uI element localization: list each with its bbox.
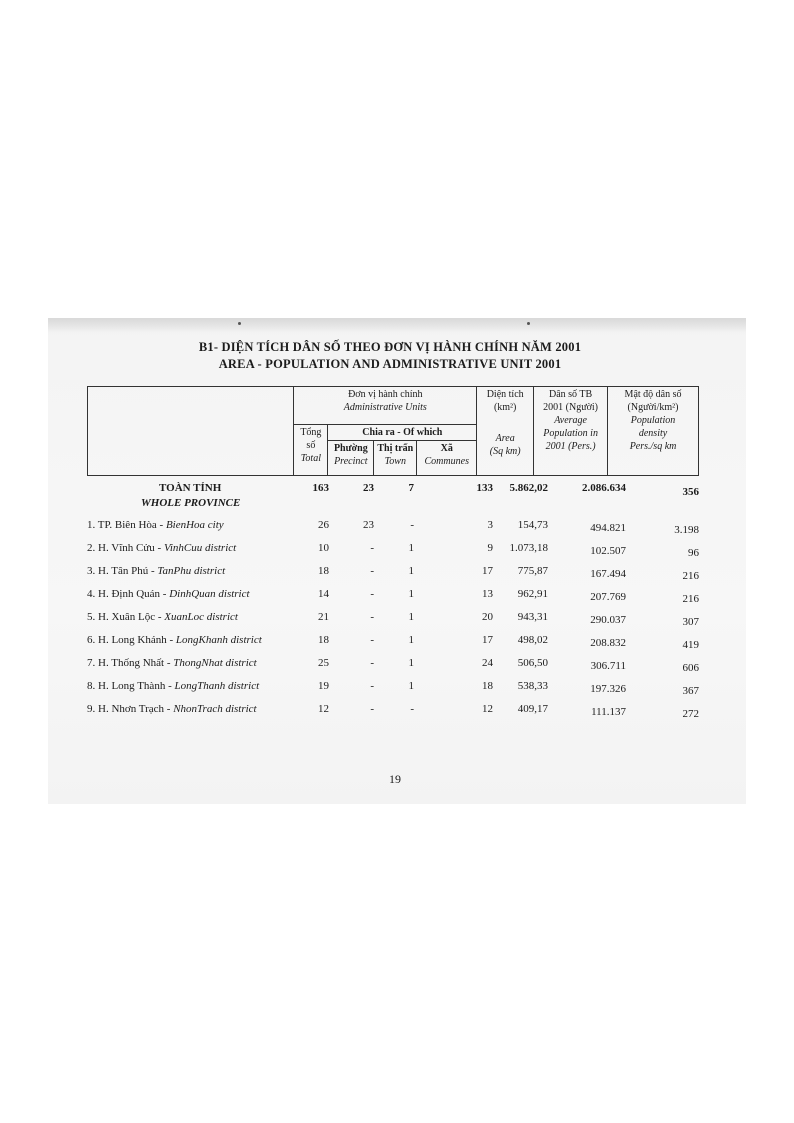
cell-total: 18 — [318, 634, 329, 646]
table-header — [87, 386, 699, 476]
cell-precinct: - — [370, 657, 374, 669]
cell-area: 506,50 — [517, 657, 548, 669]
total-row-english — [87, 497, 699, 515]
cell-total: 14 — [318, 588, 329, 600]
cell-density: 3.198 — [674, 524, 699, 536]
row-name-vi: 8. H. Long Thành - — [87, 680, 175, 692]
row-name-en: LongKhanh district — [175, 634, 262, 646]
row-name-en: LongThanh district — [174, 680, 260, 692]
cell-population: 102.507 — [590, 545, 626, 557]
cell-total: 10 — [318, 542, 329, 554]
table-row — [87, 703, 699, 721]
cell-town: 1 — [408, 680, 414, 692]
row-name-en: BienHoa city — [165, 519, 224, 531]
row-name — [87, 703, 257, 715]
header-communes — [417, 441, 477, 476]
header-density-en-1: Population — [630, 415, 676, 426]
header-area-vi: Diện tích — [486, 389, 524, 400]
cell-area: 943,31 — [517, 611, 548, 623]
row-name-vi: 5. H. Xuân Lộc - — [87, 611, 165, 623]
cell-precinct: - — [370, 542, 374, 554]
row-name-vi: 6. H. Long Khánh - — [87, 634, 176, 646]
header-population — [534, 387, 608, 476]
total-row-population: 2.086.634 — [582, 482, 626, 494]
title-english: AREA - POPULATION AND ADMINISTRATIVE UNIT 2001 — [218, 357, 562, 371]
cell-population: 290.037 — [590, 614, 626, 626]
header-population-en-2: Population in — [543, 428, 598, 439]
header-population-vi-unit: 2001 (Người) — [543, 402, 599, 413]
header-total-vi-2: số — [306, 440, 316, 451]
header-of-which: Chia ra - Of which — [328, 425, 477, 441]
header-communes-en: Communes — [424, 456, 469, 467]
total-row-communes: 133 — [476, 482, 493, 494]
header-density-vi-unit: (Người/km²) — [627, 402, 679, 413]
header-density-en-2: density — [638, 428, 668, 439]
cell-population: 208.832 — [590, 637, 626, 649]
row-name-en: VinhCuu district — [163, 542, 237, 554]
cell-population: 167.494 — [590, 568, 626, 580]
cell-town: - — [410, 703, 414, 715]
cell-density: 606 — [682, 662, 699, 674]
header-town — [374, 441, 417, 476]
table-row — [87, 519, 699, 537]
row-name — [87, 680, 259, 692]
header-population-en-1: Average — [554, 415, 587, 426]
row-name-en: XuanLoc district — [164, 611, 238, 623]
cell-communes: 9 — [487, 542, 493, 554]
header-area-en: Area — [495, 433, 515, 444]
page-number: 19 — [389, 772, 401, 786]
cell-precinct: 23 — [363, 519, 374, 531]
row-name-vi: 7. H. Thống Nhất - — [87, 657, 174, 669]
header-admin-units-en: Administrative Units — [343, 402, 427, 413]
table-row — [87, 542, 699, 560]
row-name — [87, 611, 238, 623]
table-row — [87, 565, 699, 583]
row-name — [87, 519, 224, 531]
cell-precinct: - — [370, 703, 374, 715]
table-row — [87, 680, 699, 698]
total-row-area: 5.862,02 — [509, 482, 548, 494]
row-name-vi: 9. H. Nhơn Trạch - — [87, 703, 174, 715]
row-name-en: DinhQuan district — [169, 588, 250, 600]
row-name — [87, 565, 225, 577]
header-communes-vi: Xã — [440, 443, 453, 454]
row-name — [87, 542, 236, 554]
cell-town: 1 — [408, 611, 414, 623]
total-row-name-en: WHOLE PROVINCE — [141, 497, 241, 509]
header-area — [477, 387, 534, 476]
cell-population: 197.326 — [590, 683, 626, 695]
header-precinct — [328, 441, 374, 476]
header-area-en-unit: (Sq km) — [489, 446, 521, 457]
total-row-precinct: 23 — [363, 482, 374, 494]
cell-area: 154,73 — [517, 519, 548, 531]
cell-density: 307 — [682, 616, 699, 628]
cell-communes: 17 — [482, 634, 493, 646]
row-name-vi: 2. H. Vĩnh Cửu - — [87, 542, 164, 554]
cell-total: 26 — [318, 519, 329, 531]
header-density-en-3: Pers./sq km — [629, 441, 677, 452]
cell-area: 1.073,18 — [509, 542, 548, 554]
cell-area: 962,91 — [517, 588, 548, 600]
cell-communes: 17 — [482, 565, 493, 577]
cell-total: 18 — [318, 565, 329, 577]
table-row — [87, 611, 699, 629]
cell-density: 96 — [688, 547, 699, 559]
scan-speck — [527, 322, 530, 325]
cell-communes: 12 — [482, 703, 493, 715]
row-name-en: NhonTrach district — [173, 703, 257, 715]
row-name-en: ThongNhat district — [173, 657, 257, 669]
row-name-vi: 4. H. Định Quán - — [87, 588, 170, 600]
cell-population: 494.821 — [590, 522, 626, 534]
cell-density: 419 — [682, 639, 699, 651]
cell-total: 25 — [318, 657, 329, 669]
cell-total: 19 — [318, 680, 329, 692]
cell-total: 12 — [318, 703, 329, 715]
header-population-en-3: 2001 (Pers.) — [545, 441, 596, 452]
cell-population: 207.769 — [590, 591, 626, 603]
cell-precinct: - — [370, 611, 374, 623]
header-town-en: Town — [384, 456, 406, 467]
header-precinct-en: Precinct — [334, 456, 368, 467]
cell-precinct: - — [370, 634, 374, 646]
header-density-vi: Mật độ dân số — [624, 389, 682, 400]
cell-town: 1 — [408, 542, 414, 554]
row-name-en: TanPhu district — [157, 565, 226, 577]
cell-communes: 13 — [482, 588, 493, 600]
cell-town: 1 — [408, 565, 414, 577]
cell-town: 1 — [408, 588, 414, 600]
cell-town: 1 — [408, 657, 414, 669]
header-total-en: Total — [300, 453, 321, 464]
header-blank-cell — [88, 387, 294, 476]
header-density — [608, 387, 699, 476]
table-row — [87, 588, 699, 606]
row-name-vi: 3. H. Tân Phú - — [87, 565, 158, 577]
cell-communes: 20 — [482, 611, 493, 623]
row-name-vi: 1. TP. Biên Hòa - — [87, 519, 166, 531]
cell-town: 1 — [408, 634, 414, 646]
table-row — [87, 657, 699, 675]
header-admin-units-vi: Đơn vị hành chính — [348, 389, 423, 400]
header-town-vi: Thị trấn — [377, 443, 414, 454]
cell-population: 306.711 — [590, 660, 626, 672]
total-row-total: 163 — [312, 482, 329, 494]
row-name — [87, 588, 250, 600]
cell-area: 498,02 — [517, 634, 548, 646]
cell-density: 367 — [682, 685, 699, 697]
header-population-vi: Dân số TB — [549, 389, 593, 400]
cell-density: 216 — [682, 570, 699, 582]
scan-shadow — [48, 318, 746, 332]
cell-precinct: - — [370, 565, 374, 577]
row-name — [87, 634, 262, 646]
total-row-density: 356 — [682, 486, 699, 498]
header-admin-units — [294, 387, 477, 425]
title-vietnamese: B1- DIỆN TÍCH DÂN SỐ THEO ĐƠN VỊ HÀNH CHÍNH NĂM 2001 — [198, 340, 582, 354]
cell-precinct: - — [370, 680, 374, 692]
header-total — [294, 425, 328, 476]
cell-area: 409,17 — [517, 703, 548, 715]
total-row-name-vi: TOÀN TỈNH — [159, 482, 222, 494]
cell-area: 538,33 — [517, 680, 548, 692]
cell-area: 775,87 — [517, 565, 548, 577]
total-row-town: 7 — [408, 482, 414, 494]
cell-population: 111.137 — [591, 706, 626, 718]
cell-communes: 3 — [487, 519, 493, 531]
header-precinct-vi: Phường — [333, 443, 368, 454]
cell-town: - — [410, 519, 414, 531]
cell-communes: 18 — [482, 680, 493, 692]
header-area-unit: (km²) — [493, 402, 517, 413]
header-total-vi-1: Tổng — [300, 427, 322, 438]
table-row — [87, 634, 699, 652]
cell-total: 21 — [318, 611, 329, 623]
scan-speck — [238, 322, 241, 325]
cell-density: 272 — [682, 708, 699, 720]
cell-precinct: - — [370, 588, 374, 600]
row-name — [87, 657, 257, 669]
cell-density: 216 — [682, 593, 699, 605]
cell-communes: 24 — [482, 657, 493, 669]
